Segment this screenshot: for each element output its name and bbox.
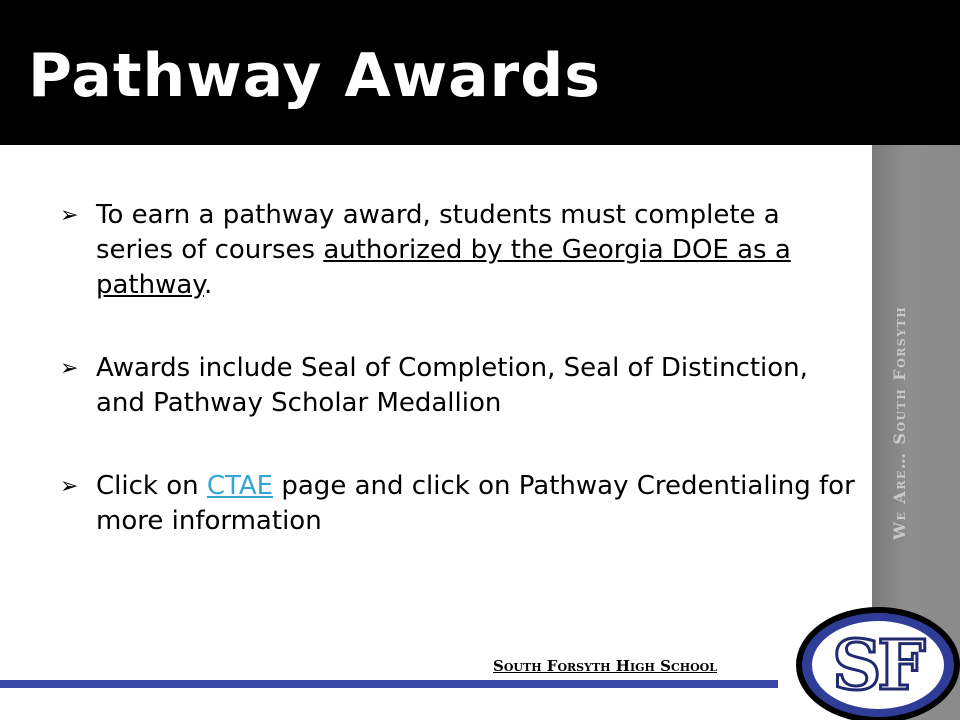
bullet-text: To earn a pathway award, students must complete a series of courses [96, 200, 780, 265]
logo-text: SF [832, 626, 922, 706]
footer-accent-line [0, 680, 778, 688]
title-bar [0, 0, 960, 145]
arrow-bullet-icon: ➢ [60, 474, 79, 499]
bullet-item-ctae [60, 469, 860, 539]
side-slogan: We Are… South Forsyth [890, 305, 909, 540]
slide-title: Pathway Awards [28, 41, 601, 111]
school-logo-icon [793, 605, 960, 720]
bullet-text-end: . [204, 270, 213, 300]
bullet-item-awards [60, 351, 860, 421]
arrow-bullet-icon: ➢ [60, 356, 79, 381]
ctae-link[interactable]: CTAE [206, 471, 274, 501]
arrow-bullet-icon: ➢ [60, 203, 79, 228]
bullet-item-pathway [60, 198, 860, 303]
bullet-underlined-text: authorized by the Georgia DOE as a pathway [96, 235, 791, 300]
footer-school-name: South Forsyth High School [493, 657, 717, 675]
bullet-text: Click on [96, 471, 207, 501]
bullet-text-end: page and click on Pathway Credentialing for more information [96, 471, 855, 536]
bullet-text: Awards include Seal of Completion, Seal of Distinction, and Pathway Scholar Medallion [96, 353, 808, 418]
bullet-list [60, 198, 860, 539]
